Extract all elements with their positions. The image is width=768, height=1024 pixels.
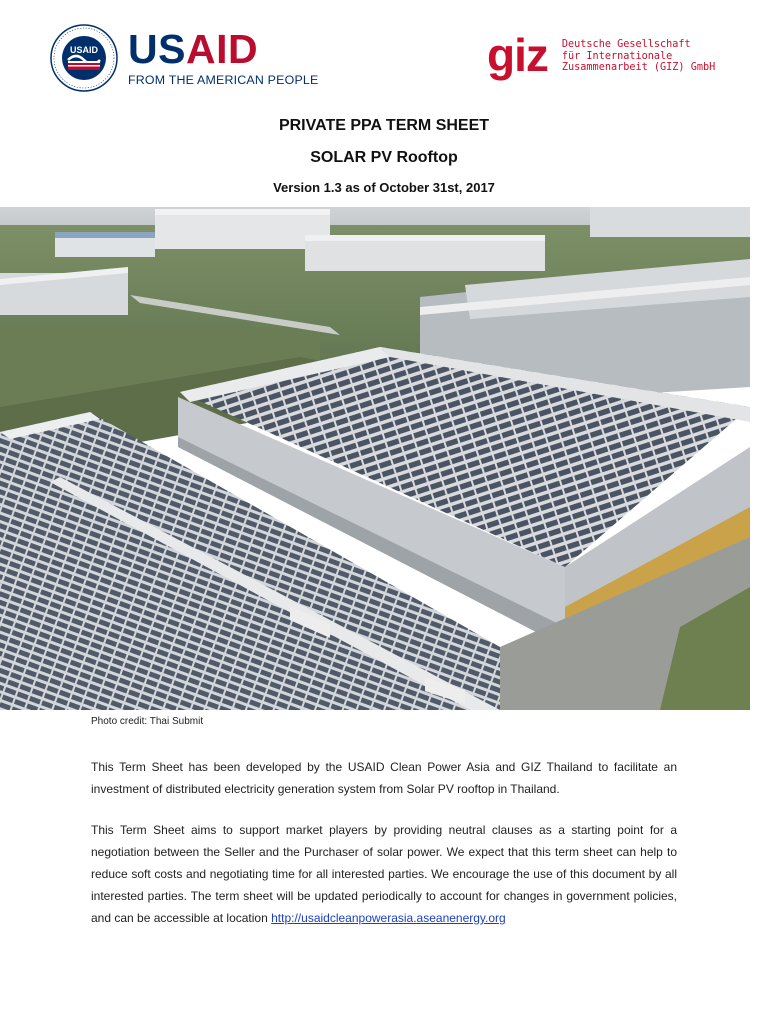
giz-logo bbox=[487, 29, 716, 81]
usaid-wordmark-aid: AID bbox=[185, 26, 259, 72]
giz-name-line: für Internationale bbox=[561, 50, 673, 62]
title-block bbox=[0, 114, 768, 198]
usaid-logo bbox=[50, 22, 318, 94]
document-version: Version 1.3 as of October 31st, 2017 bbox=[273, 180, 495, 195]
usaid-wordmark bbox=[128, 26, 319, 87]
document-subtitle: SOLAR PV Rooftop bbox=[310, 149, 458, 166]
usaid-wordmark-us: US bbox=[128, 26, 186, 72]
rooftop-solar-illustration bbox=[0, 207, 750, 710]
usaid-seal-icon bbox=[50, 24, 118, 92]
purpose-paragraph bbox=[91, 819, 677, 929]
giz-name-line: Deutsche Gesellschaft bbox=[561, 39, 691, 50]
giz-name-line: Zusammenarbeit (GIZ) GmbH bbox=[561, 62, 716, 73]
intro-paragraph: This Term Sheet has been developed by the USAID Clean Power Asia and GIZ Thailand to facilitate an investment of distributed electricity generation system from Solar PV rooftop in Thailand. bbox=[91, 760, 677, 796]
photo-credit: Photo credit: Thai Submit bbox=[91, 716, 204, 727]
purpose-paragraph-text: This Term Sheet aims to support market players by providing neutral clauses as a starting point for a negotiation between the Seller and the Purchaser of solar power. We expect that this term sheet can help to reduce soft costs and negotiating time for all interested parties. We encourage the use of this document by all interested parties. The term sheet will be updated periodically to account for changes in government policies, and can be accessible at location bbox=[91, 823, 677, 925]
document-title: PRIVATE PPA TERM SHEET bbox=[278, 117, 490, 134]
rooftop-solar-photo bbox=[0, 207, 750, 710]
svg-text:USAID: USAID bbox=[69, 45, 99, 55]
website-link[interactable]: http://usaidcleanpowerasia.aseanenergy.org bbox=[271, 911, 506, 925]
usaid-tagline: FROM THE AMERICAN PEOPLE bbox=[128, 73, 319, 87]
giz-name bbox=[562, 39, 715, 74]
giz-mark: giz bbox=[487, 29, 548, 81]
